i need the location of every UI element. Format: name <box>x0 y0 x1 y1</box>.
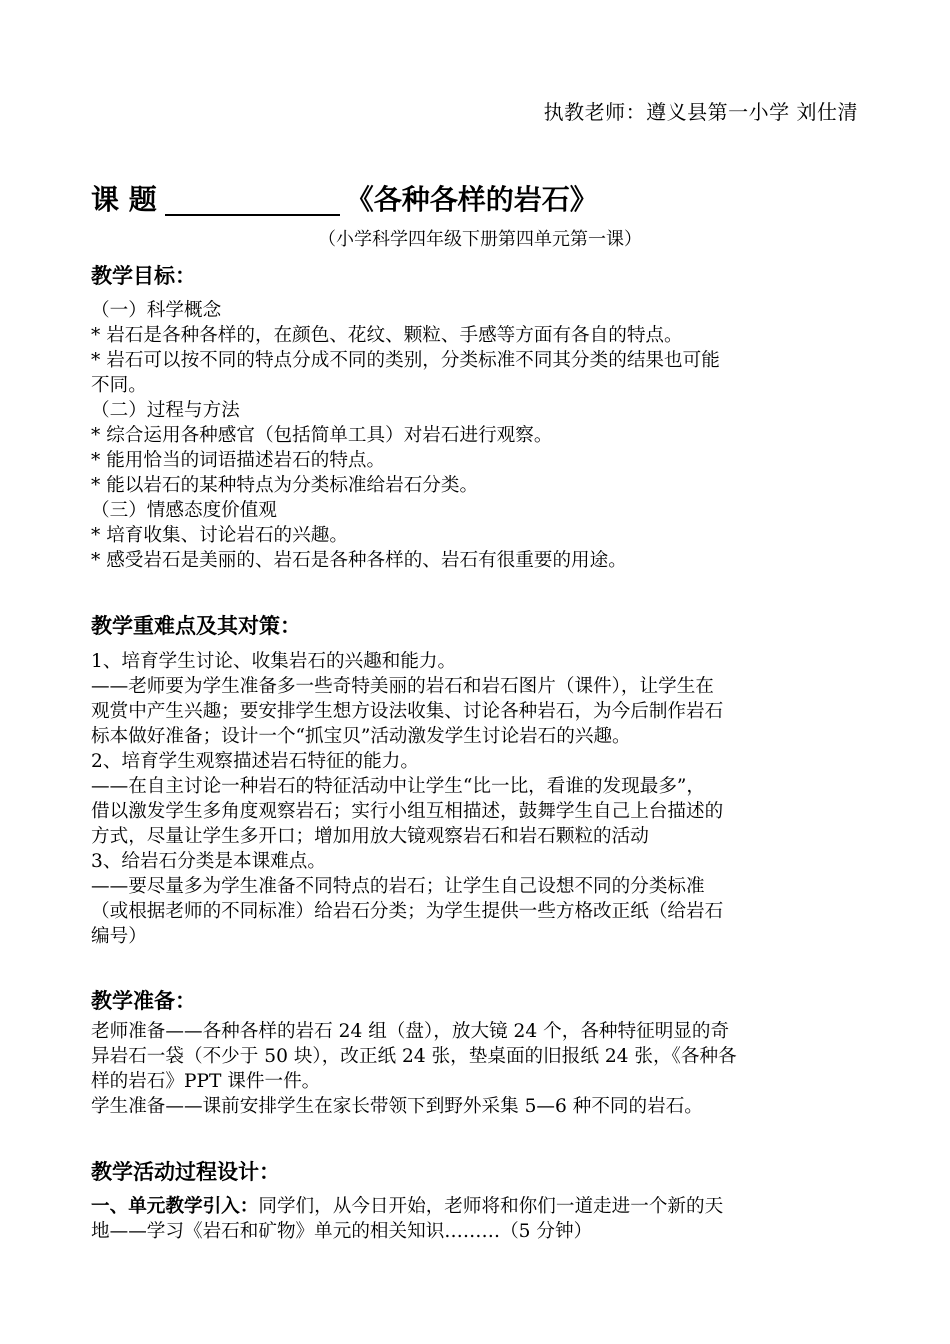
difficulties-heading: 教学重难点及其对策： <box>91 613 301 638</box>
objectives-line: * 岩石可以按不同的特点分成不同的类别，分类标准不同其分类的结果也可能 <box>91 350 720 371</box>
difficulties-line: ——老师要为学生准备多一些奇特美丽的岩石和岩石图片（课件），让学生在 <box>91 676 714 697</box>
objectives-line: 不同。 <box>91 375 147 396</box>
objectives-line: * 岩石是各种各样的，在颜色、花纹、颗粒、手感等方面有各自的特点。 <box>91 325 683 346</box>
difficulties-line: 1、培育学生讨论、收集岩石的兴趣和能力。 <box>91 651 457 672</box>
lesson-subtitle: （小学科学四年级下册第四单元第一课） <box>318 229 642 250</box>
title-name: 《各种各样的岩石》 <box>345 183 598 216</box>
difficulties-line: 观赏中产生兴趣；要安排学生想方设法收集、讨论各种岩石，为今后制作岩石 <box>91 701 724 722</box>
preparation-heading: 教学准备： <box>91 988 196 1013</box>
objectives-line: * 培育收集、讨论岩石的兴趣。 <box>91 525 348 546</box>
objectives-heading: 教学目标： <box>91 263 196 288</box>
preparation-line: 异岩石一袋（不少于 50 块），改正纸 24 张，垫桌面的旧报纸 24 张，《各种各 <box>91 1046 737 1067</box>
difficulties-line: 2、培育学生观察描述岩石特征的能力。 <box>91 751 419 772</box>
difficulties-line: ——在自主讨论一种岩石的特征活动中让学生“比一比，看谁的发现最多”， <box>91 776 706 797</box>
title-underline <box>165 184 340 216</box>
preparation-line: 学生准备——课前安排学生在家长带领下到野外采集 5—6 种不同的岩石。 <box>91 1096 703 1117</box>
difficulties-line: 编号） <box>91 926 147 947</box>
difficulties-line: 3、给岩石分类是本课难点。 <box>91 851 326 872</box>
objectives-line: * 综合运用各种感官（包括简单工具）对岩石进行观察。 <box>91 425 553 446</box>
objectives-body <box>91 298 861 573</box>
objectives-line: * 能以岩石的某种特点为分类标准给岩石分类。 <box>91 475 479 496</box>
difficulties-line: 方式，尽量让学生多开口；增加用放大镜观察岩石和岩石颗粒的活动 <box>91 826 649 847</box>
difficulties-line: （或根据老师的不同标准）给岩石分类；为学生提供一些方格改正纸（给岩石 <box>91 901 724 922</box>
preparation-body <box>91 1019 861 1119</box>
title-label: 课 题 <box>91 183 157 216</box>
difficulties-line: 标本做好准备；设计一个“抓宝贝”活动激发学生讨论岩石的兴趣。 <box>91 726 631 747</box>
process-line <box>91 1194 861 1219</box>
objectives-line: * 感受岩石是美丽的、岩石是各种各样的、岩石有很重要的用途。 <box>91 550 627 571</box>
preparation-line: 老师准备——各种各样的岩石 24 组（盘），放大镜 24 个，各种特征明显的奇 <box>91 1021 730 1042</box>
process-line: 地——学习《岩石和矿物》单元的相关知识………（5 分钟） <box>91 1221 593 1242</box>
difficulties-line: ——要尽量多为学生准备不同特点的岩石；让学生自己设想不同的分类标准 <box>91 876 705 897</box>
process-body <box>91 1194 861 1244</box>
teacher-info: 执教老师：遵义县第一小学 刘仕清 <box>543 100 858 124</box>
process-heading: 教学活动过程设计： <box>91 1159 280 1184</box>
lesson-title <box>91 178 598 218</box>
difficulties-line: 借以激发学生多角度观察岩石；实行小组互相描述，鼓舞学生自己上台描述的 <box>91 801 724 822</box>
difficulties-body <box>91 649 861 949</box>
objectives-line: （一）科学概念 <box>91 300 222 321</box>
objectives-line: （三）情感态度价值观 <box>91 500 277 521</box>
objectives-line: * 能用恰当的词语描述岩石的特点。 <box>91 450 386 471</box>
step-text: 同学们，从今日开始，老师将和你们一道走进一个新的天 <box>258 1196 724 1217</box>
step-label: 一、单元教学引入： <box>91 1196 259 1217</box>
preparation-line: 样的岩石》PPT 课件一件。 <box>91 1071 321 1092</box>
objectives-line: （二）过程与方法 <box>91 400 240 421</box>
